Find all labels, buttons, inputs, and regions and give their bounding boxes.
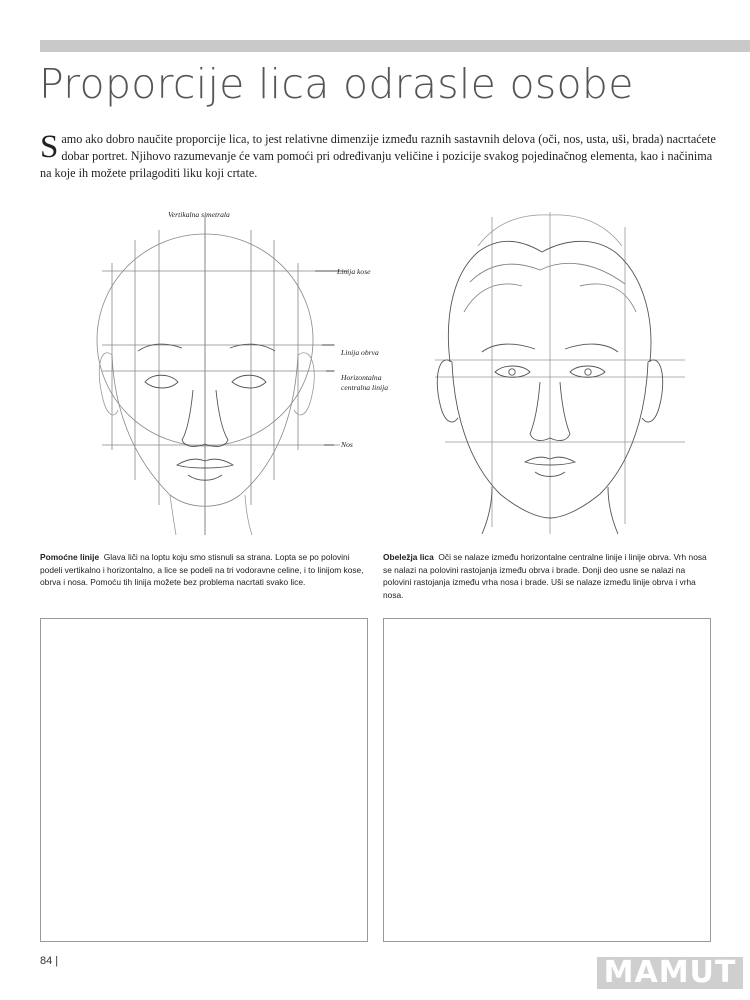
figure-guidelines [90, 205, 400, 540]
page-number: 84 | [40, 955, 59, 967]
figure-features [430, 212, 690, 542]
label-horizontal-1: Horizontalna [341, 373, 382, 382]
practice-box-right[interactable] [383, 618, 711, 942]
header-bar [40, 40, 750, 52]
right-brow [565, 344, 618, 352]
caption-right-text: Oči se nalaze između horizontalne centralne linije i linije obrva. Vrh nosa se nalazi na polovini rastojanja između obrva i brade. Donji deo usne se nalazi na polovini rastojanja između vrha nosa i brade. Uši se nalaze između linije obrva i vrha nosa. [383, 552, 707, 600]
caption-right-heading: Obeležja lica [383, 552, 434, 562]
features-face-drawing [430, 212, 690, 542]
watermark-text: MAMUT [603, 955, 737, 990]
watermark-logo [597, 957, 743, 989]
practice-box-left[interactable] [40, 618, 368, 942]
page-title: Proporcije lica odrasle osobe [39, 60, 634, 108]
label-hair-line: Linija kose [337, 267, 371, 276]
caption-left-text: Glava liči na loptu koju smo stisnuli sa strana. Lopta se po polovini podeli vertikalno i horizontalno, a lice se podeli na tri vodoravne celine, i to linijom kose, obrva i nosa. Pomoću tih linija možete bez problema nacrtati svako lice. [40, 552, 364, 587]
left-brow [482, 344, 535, 352]
intro-paragraph [40, 131, 725, 182]
caption-left-heading: Pomoćne linije [40, 552, 100, 562]
label-horizontal-2: centralna linija [341, 383, 389, 392]
intro-text: amo ako dobro naučite proporcije lica, to jest relativne dimenzije između raznih sastavnih delova (oči, nos, usta, uši, brada) nacrtaćete dobar portret. Njihovo razumevanje će vam pomoći pri određivanju veličine i pozicije svakog pojedinačnog elementa, kao i načinima na koje ih možete prilagoditi liku koji crtate. [40, 132, 716, 180]
caption-left [40, 551, 370, 589]
left-eye [145, 375, 178, 388]
label-nose: Nos [341, 440, 353, 449]
caption-right [383, 551, 713, 601]
guidelines-face-drawing [90, 205, 400, 540]
label-vertical-symmetry: Vertikalna simetrala [168, 210, 230, 219]
drop-cap: S [40, 129, 59, 165]
right-eye [232, 375, 266, 388]
label-brow-line: Linija obrva [341, 348, 379, 357]
